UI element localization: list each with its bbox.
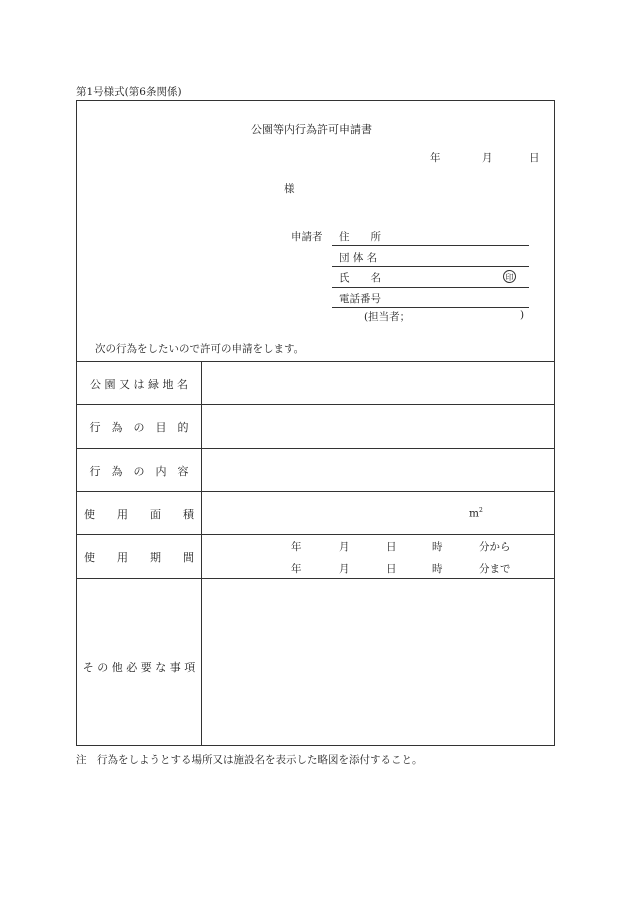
phone-label: 電話番号 <box>339 293 381 305</box>
period-start-day: 日 <box>386 541 397 553</box>
row-divider <box>77 534 554 535</box>
addressee-suffix: 様 <box>284 183 295 195</box>
date-month: 月 <box>482 152 493 164</box>
table-top-border <box>77 361 554 362</box>
contact-person-close: ) <box>520 309 525 321</box>
date-day: 日 <box>529 152 540 164</box>
date-year: 年 <box>430 152 441 164</box>
address-underline <box>332 245 529 246</box>
row-divider <box>77 578 554 579</box>
park-name-label: 公 園 又 は 緑 地 名 <box>90 378 188 391</box>
organization-label: 団 体 名 <box>339 252 378 264</box>
period-end-year: 年 <box>291 563 302 575</box>
content-label: 行 為 の 内 容 <box>89 465 189 478</box>
attachment-note: 注 行為をしようとする場所又は施設名を表示した略図を添付すること。 <box>76 754 423 766</box>
row-divider <box>77 448 554 449</box>
area-label: 使 用 面 積 <box>84 508 194 521</box>
area-unit: $m^2$ <box>469 507 483 520</box>
name-label: 氏 名 <box>339 272 381 284</box>
form-title: 公園等内行為許可申請書 <box>251 123 372 136</box>
period-end-hour: 時 <box>432 563 443 575</box>
applicant-label: 申請者 <box>291 231 323 243</box>
seal-mark-icon: 印 <box>503 270 516 283</box>
phone-underline <box>332 307 529 308</box>
address-label: 住 所 <box>339 231 381 243</box>
other-matters-label: そ の 他 必 要 な 事 項 <box>82 661 196 674</box>
row-divider <box>77 404 554 405</box>
period-end-month: 月 <box>339 563 350 575</box>
row-divider <box>77 491 554 492</box>
request-statement: 次の行為をしたいので許可の申請をします。 <box>95 343 305 355</box>
period-end-day: 日 <box>386 563 397 575</box>
application-form <box>76 100 555 746</box>
organization-underline <box>332 266 529 267</box>
column-divider <box>201 361 202 745</box>
period-end-suffix: 分まで <box>479 563 511 575</box>
name-underline <box>332 287 529 288</box>
form-number: 第1号様式(第6条関係) <box>76 86 182 98</box>
period-start-suffix: 分から <box>479 541 511 553</box>
period-start-hour: 時 <box>432 541 443 553</box>
period-start-month: 月 <box>339 541 350 553</box>
contact-person-open: (担当者； <box>364 311 411 323</box>
period-label: 使 用 期 間 <box>84 551 194 564</box>
period-start-year: 年 <box>291 541 302 553</box>
purpose-label: 行 為 の 目 的 <box>89 421 189 434</box>
